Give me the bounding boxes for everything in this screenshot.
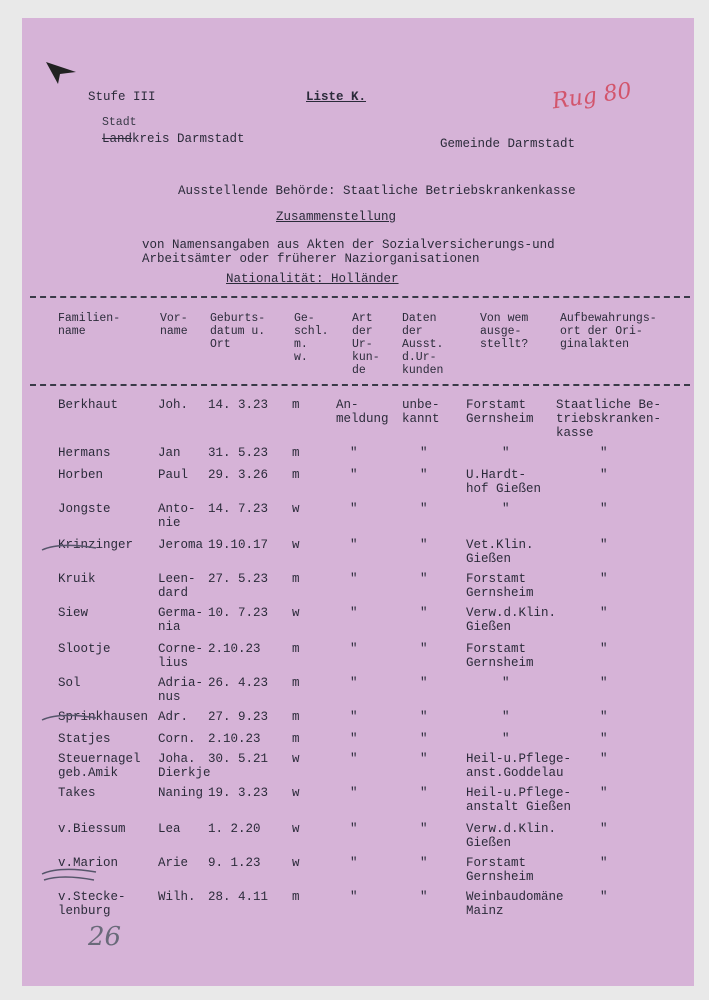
- table-cell-von: Forstamt: [466, 642, 527, 656]
- table-cell-auf: ": [600, 890, 608, 904]
- column-header-line: ginalakten: [560, 338, 630, 351]
- kreis-line: [102, 132, 245, 146]
- table-cell-von: Verw.d.Klin.: [466, 606, 557, 620]
- table-cell-art: ": [350, 890, 358, 904]
- liste-label: Liste K.: [306, 90, 367, 104]
- table-cell-art: ": [350, 642, 358, 656]
- table-cell-von: anstalt Gießen: [466, 800, 572, 814]
- red-handwritten-stamp: Rug 80: [550, 78, 634, 115]
- table-cell-datum: 27. 9.23: [208, 710, 269, 724]
- column-header-line: Geburts-: [210, 312, 266, 325]
- table-cell-g: m: [292, 572, 300, 586]
- table-cell-daten: ": [420, 502, 428, 516]
- table-cell-auf: ": [600, 502, 608, 516]
- table-cell-datum: 26. 4.23: [208, 676, 269, 690]
- table-cell-art: ": [350, 538, 358, 552]
- table-cell-name: Jongste: [58, 502, 111, 516]
- table-cell-art: ": [350, 572, 358, 586]
- table-cell-vorname: nie: [158, 516, 181, 530]
- table-cell-art: ": [350, 446, 358, 460]
- table-cell-art: An-: [336, 398, 359, 412]
- table-cell-von: ": [502, 732, 510, 746]
- table-cell-daten: ": [420, 822, 428, 836]
- table-cell-daten: ": [420, 710, 428, 724]
- table-cell-vorname: Leen-: [158, 572, 196, 586]
- table-cell-auf: ": [600, 606, 608, 620]
- table-cell-von: Weinbaudomäne: [466, 890, 564, 904]
- table-cell-vorname: Jeroma: [158, 538, 204, 552]
- table-cell-vorname: Jan: [158, 446, 181, 460]
- column-header-line: datum u.: [210, 325, 266, 338]
- table-cell-auf: ": [600, 710, 608, 724]
- table-cell-datum: 19. 3.23: [208, 786, 269, 800]
- table-cell-datum: 28. 4.11: [208, 890, 269, 904]
- column-header-line: m.: [294, 338, 308, 351]
- table-cell-g: m: [292, 398, 300, 412]
- table-cell-g: w: [292, 606, 300, 620]
- table-cell-name: Berkhaut: [58, 398, 119, 412]
- table-cell-name: Takes: [58, 786, 96, 800]
- table-cell-von: U.Hardt-: [466, 468, 527, 482]
- table-cell-vorname: lius: [158, 656, 189, 670]
- table-cell-vorname: Joh.: [158, 398, 189, 412]
- header-rule-bottom: [30, 384, 690, 386]
- column-header-line: de: [352, 364, 366, 377]
- table-cell-vorname: dard: [158, 586, 189, 600]
- table-cell-von: Forstamt: [466, 572, 527, 586]
- column-header-line: Ur-: [352, 338, 373, 351]
- table-cell-vorname: Anto-: [158, 502, 196, 516]
- pencil-tick-mark: [40, 866, 100, 886]
- table-cell-auf: ": [600, 446, 608, 460]
- table-cell-von: Heil-u.Pflege-: [466, 786, 572, 800]
- table-cell-auf: Staatliche Be-: [556, 398, 662, 412]
- table-cell-art: ": [350, 710, 358, 724]
- table-cell-datum: 2.10.23: [208, 732, 261, 746]
- table-cell-von: Gernsheim: [466, 870, 534, 884]
- table-cell-daten: ": [420, 732, 428, 746]
- table-cell-g: m: [292, 446, 300, 460]
- column-header-line: schl.: [294, 325, 329, 338]
- table-cell-vorname: nia: [158, 620, 181, 634]
- table-cell-name: Kruik: [58, 572, 96, 586]
- subtitle-line-1: von Namensangaben aus Akten der Sozialversicherungs-und: [142, 238, 555, 252]
- table-cell-datum: 27. 5.23: [208, 572, 269, 586]
- table-cell-auf: ": [600, 856, 608, 870]
- kreis-struck-word: Land: [102, 132, 133, 146]
- kreis-rest: kreis Darmstadt: [132, 132, 245, 146]
- table-cell-daten: ": [420, 606, 428, 620]
- table-cell-name: Steuernagel: [58, 752, 141, 766]
- table-cell-datum: 31. 5.23: [208, 446, 269, 460]
- table-cell-auf: ": [600, 642, 608, 656]
- table-cell-art: ": [350, 786, 358, 800]
- table-cell-von: ": [502, 502, 510, 516]
- table-cell-name: Hermans: [58, 446, 111, 460]
- column-header-line: name: [58, 325, 86, 338]
- table-cell-vorname: Corn.: [158, 732, 196, 746]
- table-cell-von: Vet.Klin.: [466, 538, 534, 552]
- table-cell-g: m: [292, 468, 300, 482]
- table-cell-auf: ": [600, 676, 608, 690]
- table-cell-von: ": [502, 676, 510, 690]
- table-cell-art: ": [350, 502, 358, 516]
- column-header-line: Vor-: [160, 312, 188, 325]
- table-cell-daten: ": [420, 676, 428, 690]
- column-header-line: Familien-: [58, 312, 121, 325]
- table-cell-vorname: Wilh.: [158, 890, 196, 904]
- table-cell-name: geb.Amik: [58, 766, 119, 780]
- document-page: [22, 18, 694, 986]
- column-header-line: der: [402, 325, 423, 338]
- table-cell-daten: ": [420, 856, 428, 870]
- table-cell-daten: ": [420, 786, 428, 800]
- table-cell-vorname: Germa-: [158, 606, 204, 620]
- table-cell-vorname: Paul: [158, 468, 189, 482]
- table-cell-von: ": [502, 710, 510, 724]
- table-cell-name: Krinzinger: [58, 538, 134, 552]
- column-header-line: der: [352, 325, 373, 338]
- table-cell-name: v.Marion: [58, 856, 119, 870]
- column-header-line: Ort: [210, 338, 231, 351]
- column-header-line: Art: [352, 312, 373, 325]
- table-cell-art: ": [350, 752, 358, 766]
- table-cell-daten: kannt: [402, 412, 440, 426]
- table-cell-von: Gießen: [466, 552, 512, 566]
- table-cell-datum: 19.10.17: [208, 538, 269, 552]
- table-cell-name: Horben: [58, 468, 104, 482]
- table-cell-auf: ": [600, 732, 608, 746]
- table-cell-g: m: [292, 890, 300, 904]
- table-cell-daten: ": [420, 752, 428, 766]
- column-header-line: Ge-: [294, 312, 315, 325]
- table-cell-vorname: Joha.: [158, 752, 196, 766]
- table-cell-vorname: Dierkje: [158, 766, 211, 780]
- table-cell-von: ": [502, 446, 510, 460]
- column-header-line: d.Ur-: [402, 351, 437, 364]
- table-cell-daten: ": [420, 446, 428, 460]
- table-cell-auf: ": [600, 572, 608, 586]
- table-cell-datum: 30. 5.21: [208, 752, 269, 766]
- table-cell-name: Statjes: [58, 732, 111, 746]
- table-cell-art: ": [350, 822, 358, 836]
- table-cell-art: ": [350, 732, 358, 746]
- table-cell-von: Heil-u.Pflege-: [466, 752, 572, 766]
- table-cell-g: w: [292, 502, 300, 516]
- nationalitaet-line: Nationalität: Holländer: [226, 272, 399, 286]
- table-cell-daten: ": [420, 572, 428, 586]
- table-cell-name: Sol: [58, 676, 81, 690]
- column-header-line: Aufbewahrungs-: [560, 312, 657, 325]
- table-cell-datum: 14. 7.23: [208, 502, 269, 516]
- table-cell-vorname: Naning: [158, 786, 204, 800]
- punch-mark-icon: [44, 60, 78, 86]
- table-cell-daten: ": [420, 642, 428, 656]
- header-rule-top: [30, 296, 690, 298]
- table-cell-g: m: [292, 710, 300, 724]
- table-cell-vorname: nus: [158, 690, 181, 704]
- column-header-line: Von wem: [480, 312, 529, 325]
- table-cell-daten: ": [420, 890, 428, 904]
- table-cell-datum: 14. 3.23: [208, 398, 269, 412]
- table-cell-auf: kasse: [556, 426, 594, 440]
- table-cell-art: meldung: [336, 412, 389, 426]
- table-cell-daten: unbe-: [402, 398, 440, 412]
- subtitle-line-2: Arbeitsämter oder früherer Naziorganisationen: [142, 252, 480, 266]
- table-cell-datum: 2.10.23: [208, 642, 261, 656]
- stufe-label: Stufe III: [88, 90, 156, 104]
- table-cell-von: Gießen: [466, 620, 512, 634]
- table-cell-g: m: [292, 676, 300, 690]
- column-header-line: Ausst.: [402, 338, 444, 351]
- table-cell-auf: ": [600, 822, 608, 836]
- table-cell-name: v.Biessum: [58, 822, 126, 836]
- pencil-tick-mark: [40, 536, 100, 556]
- table-cell-name: v.Stecke-: [58, 890, 126, 904]
- column-header-line: ort der Ori-: [560, 325, 643, 338]
- table-cell-vorname: Corne-: [158, 642, 204, 656]
- column-header-line: name: [160, 325, 188, 338]
- table-cell-datum: 29. 3.26: [208, 468, 269, 482]
- table-cell-g: w: [292, 822, 300, 836]
- handwritten-page-number: 26: [88, 922, 122, 952]
- table-cell-auf: ": [600, 752, 608, 766]
- table-cell-von: Verw.d.Klin.: [466, 822, 557, 836]
- column-header-line: stellt?: [480, 338, 529, 351]
- table-cell-name: Slootje: [58, 642, 111, 656]
- table-cell-art: ": [350, 468, 358, 482]
- table-cell-auf: ": [600, 468, 608, 482]
- gemeinde-label: Gemeinde Darmstadt: [440, 137, 576, 151]
- table-cell-name: Sprinkhausen: [58, 710, 149, 724]
- table-cell-art: ": [350, 606, 358, 620]
- table-cell-g: m: [292, 642, 300, 656]
- table-cell-auf: ": [600, 538, 608, 552]
- column-header-line: kunden: [402, 364, 444, 377]
- column-header-line: Daten: [402, 312, 437, 325]
- table-cell-g: w: [292, 856, 300, 870]
- table-cell-datum: 9. 1.23: [208, 856, 261, 870]
- table-cell-von: Gernsheim: [466, 412, 534, 426]
- table-cell-vorname: Adria-: [158, 676, 204, 690]
- table-cell-von: Mainz: [466, 904, 504, 918]
- table-cell-vorname: Arie: [158, 856, 189, 870]
- table-cell-art: ": [350, 856, 358, 870]
- table-cell-von: Gießen: [466, 836, 512, 850]
- table-cell-g: w: [292, 786, 300, 800]
- table-cell-von: Forstamt: [466, 398, 527, 412]
- behoerde-line: Ausstellende Behörde: Staatliche Betriebskrankenkasse: [178, 184, 576, 198]
- table-cell-von: hof Gießen: [466, 482, 542, 496]
- table-cell-von: Gernsheim: [466, 656, 534, 670]
- table-cell-datum: 10. 7.23: [208, 606, 269, 620]
- table-cell-g: m: [292, 732, 300, 746]
- column-header-line: kun-: [352, 351, 380, 364]
- table-cell-auf: triebskranken-: [556, 412, 662, 426]
- table-cell-g: w: [292, 752, 300, 766]
- table-cell-datum: 1. 2.20: [208, 822, 261, 836]
- table-cell-art: ": [350, 676, 358, 690]
- table-cell-name: Siew: [58, 606, 89, 620]
- table-cell-daten: ": [420, 468, 428, 482]
- column-header-line: ausge-: [480, 325, 522, 338]
- column-header-line: w.: [294, 351, 308, 364]
- table-cell-name: lenburg: [58, 904, 111, 918]
- table-cell-g: w: [292, 538, 300, 552]
- kreis-correction-handwritten: Stadt: [102, 116, 137, 129]
- table-cell-vorname: Lea: [158, 822, 181, 836]
- pencil-tick-mark: [40, 706, 100, 726]
- table-cell-von: Gernsheim: [466, 586, 534, 600]
- table-cell-von: Forstamt: [466, 856, 527, 870]
- table-cell-auf: ": [600, 786, 608, 800]
- table-cell-von: anst.Goddelau: [466, 766, 564, 780]
- table-cell-daten: ": [420, 538, 428, 552]
- zusammenstellung-title: Zusammenstellung: [276, 210, 397, 224]
- table-cell-vorname: Adr.: [158, 710, 189, 724]
